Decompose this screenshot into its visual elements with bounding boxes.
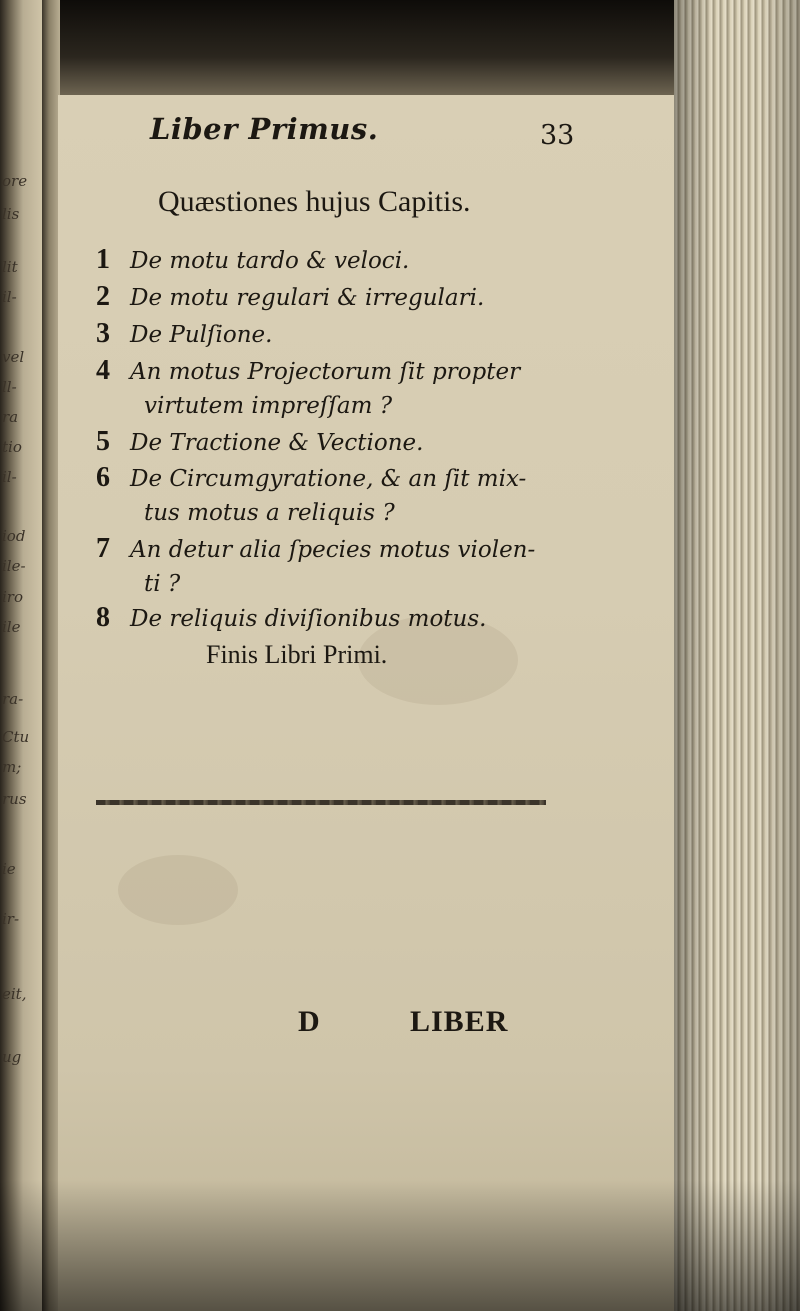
- question-text: virtutem impreſſam ?: [144, 393, 393, 419]
- question-number: 1: [96, 244, 110, 275]
- left-adjacent-page: [0, 0, 42, 1311]
- section-heading: Quæstiones hujus Capitis.: [158, 185, 471, 218]
- page-edges-shadow: [674, 0, 800, 1311]
- question-text: tus motus a reliquis ?: [144, 500, 395, 526]
- question-number: 6: [96, 462, 110, 493]
- bottom-shadow: [0, 1180, 800, 1311]
- left-page-fragment: lit: [2, 258, 18, 276]
- left-page-fragment: iod: [2, 527, 26, 545]
- left-page-fragment: tio: [2, 438, 22, 456]
- left-page-fragment: ra: [2, 408, 19, 426]
- left-page-fragment: il-: [2, 288, 17, 306]
- left-page-fragment: ie: [2, 860, 16, 878]
- question-text: De Tractione & Vectione.: [130, 430, 424, 456]
- question-number: 4: [96, 355, 110, 386]
- left-page-fragment: lis: [2, 205, 20, 223]
- question-text: De reliquis diviſionibus motus.: [130, 606, 487, 632]
- question-text: De Pulſione.: [130, 322, 273, 348]
- question-number: 5: [96, 426, 110, 457]
- page-number: 33: [540, 120, 575, 151]
- question-number: 3: [96, 318, 110, 349]
- book-page: [58, 95, 674, 1311]
- question-text: An detur alia ſpecies motus violen-: [130, 537, 536, 563]
- left-page-fragment: Ctu: [2, 728, 30, 746]
- question-number: 7: [96, 533, 110, 564]
- left-page-fragment: vel: [2, 348, 25, 366]
- left-page-fragment: ile: [2, 618, 21, 636]
- left-page-fragment: ll-: [2, 378, 17, 396]
- ornamental-rule: [96, 800, 546, 805]
- running-head: Liber Primus.: [150, 112, 379, 146]
- left-page-fragment: rus: [2, 790, 27, 808]
- question-text: An motus Projectorum ſit propter: [130, 359, 521, 385]
- question-number: 8: [96, 602, 110, 633]
- left-page-fragment: ug: [2, 1048, 22, 1066]
- question-text: De Circumgyratione, & an ſit mix-: [130, 466, 527, 492]
- question-text: De motu tardo & veloci.: [130, 248, 410, 274]
- page-top-shadow: [58, 0, 674, 95]
- left-page-fragment: il-: [2, 468, 17, 486]
- left-page-fragment: ore: [2, 172, 28, 190]
- left-page-fragment: ile-: [2, 557, 26, 575]
- question-number: 2: [96, 281, 110, 312]
- next-section-initial: D: [298, 1005, 321, 1038]
- next-section-word: LIBER: [410, 1005, 509, 1038]
- question-text: De motu regulari & irregulari.: [130, 285, 485, 311]
- left-page-fragment: ir-: [2, 910, 20, 928]
- left-page-fragment: eit,: [2, 985, 27, 1003]
- left-page-fragment: ra-: [2, 690, 24, 708]
- question-text: ti ?: [144, 571, 181, 597]
- left-page-fragment: iro: [2, 588, 23, 606]
- paper-stain: [118, 855, 238, 925]
- left-page-fragment: m;: [2, 758, 22, 776]
- closing-line: Finis Libri Primi.: [206, 640, 388, 669]
